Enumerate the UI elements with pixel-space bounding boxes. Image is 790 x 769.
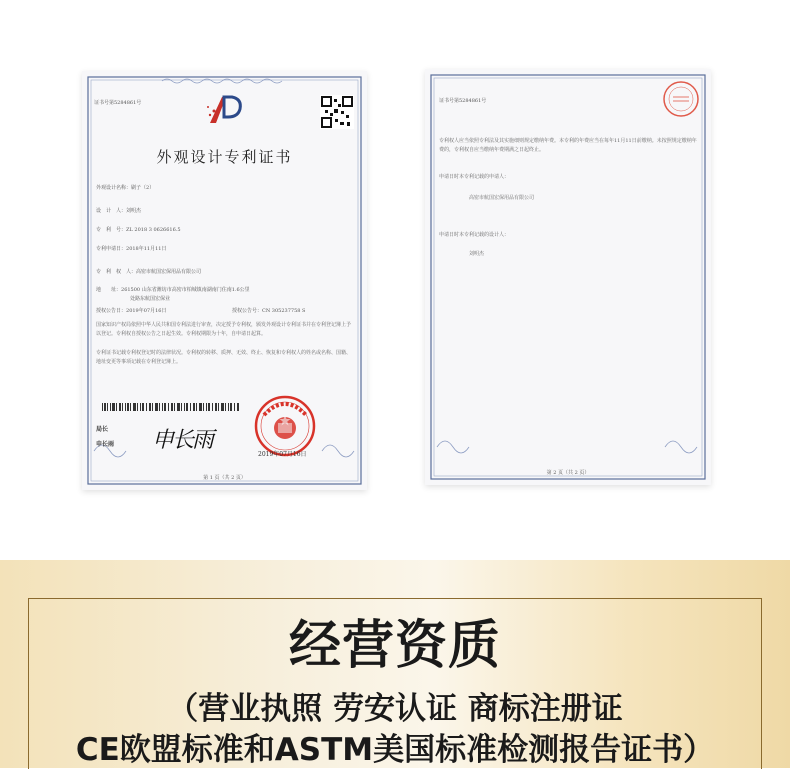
director-label: 局长 [96,426,109,433]
patent-office-logo [202,93,250,129]
official-seal-icon [254,395,316,457]
applicant-value: 高密市航国宏保用品有限公司 [469,195,535,201]
applicant-heading: 申请日时本专利记载的申请人： [439,174,510,180]
designer-value: 刘明杰 [469,251,485,257]
barcode-icon [102,403,242,411]
row-address: 地 址：261500 山东省潍坊市高密市柏城镇南湖南门住南1.6公里 [96,287,250,293]
page-footer: 第 1 页（共 2 页） [203,475,246,481]
director-name: 申长雨 [96,441,115,448]
banner-subtitle-line-2: CE欧盟标准和ASTM美国标准检测报告证书） [75,732,715,768]
certificate-paragraph-2: 专利证书记载专利权登记时的法律状况。专利权的转移、质押、无效、终止、恢复和专利权人的姓名或名称、国籍、地址变更等事项记载在专利登记簿上。 [96,350,352,365]
certificate-paragraph-1: 国家知识产权局依照中华人民共和国专利法进行审查，决定授予专利权，颁发外观设计专利证书并在专利登记簿上予以登记。专利权自授权公告之日起生效。专利权期限为十年，自申请日起算。 [96,322,352,337]
certificate-border-frame [82,71,367,490]
banner-subtitle-line-1: （营业执照 劳安认证 商标注册证 [167,691,623,727]
row-patent-number: 专 利 号：ZL 2018 3 0626616.5 [96,227,181,233]
row-designer: 设 计 人：刘明杰 [96,208,142,214]
qr-code-icon [320,95,354,129]
certificate-number: 证书号第5284861号 [439,98,487,104]
director-signature: 申长雨 [152,428,213,453]
patent-certificate-page-2 [425,69,711,485]
certificate-title: 外观设计专利证书 [156,148,293,166]
banner-heading: 经营资质 [288,616,501,676]
certificate-number: 证书号第5284861号 [94,100,142,106]
certificate-border-frame [425,69,711,485]
fee-paragraph: 专利权人应当依照专利法及其实施细则规定缴纳年费。本专利的年费应当在每年11月11日前缴纳。未按照规定缴纳年费的，专利权自应当缴纳年费期满之日起终止。 [439,138,697,153]
small-seal-icon [661,79,701,119]
row-grant-number: 授权公告号：CN 305237758 S [232,308,306,314]
patent-certificate-page-1 [82,71,367,490]
page-footer: 第 2 页（共 2 页） [546,470,590,476]
designer-heading: 申请日时本专利记载的设计人： [439,232,510,238]
row-application-date: 专利申请日：2018年11月11日 [96,246,167,252]
row-address-cont: 处路东航国宏保业 [130,296,171,302]
row-grant-date: 授权公告日：2019年07月16日 [96,308,167,314]
certificate-date: 2019年07月16日 [258,451,307,458]
row-patentee: 专 利 权 人：高密市航国宏保用品有限公司 [96,269,202,275]
row-design-name: 外观设计名称：刷子（2） [96,185,155,191]
